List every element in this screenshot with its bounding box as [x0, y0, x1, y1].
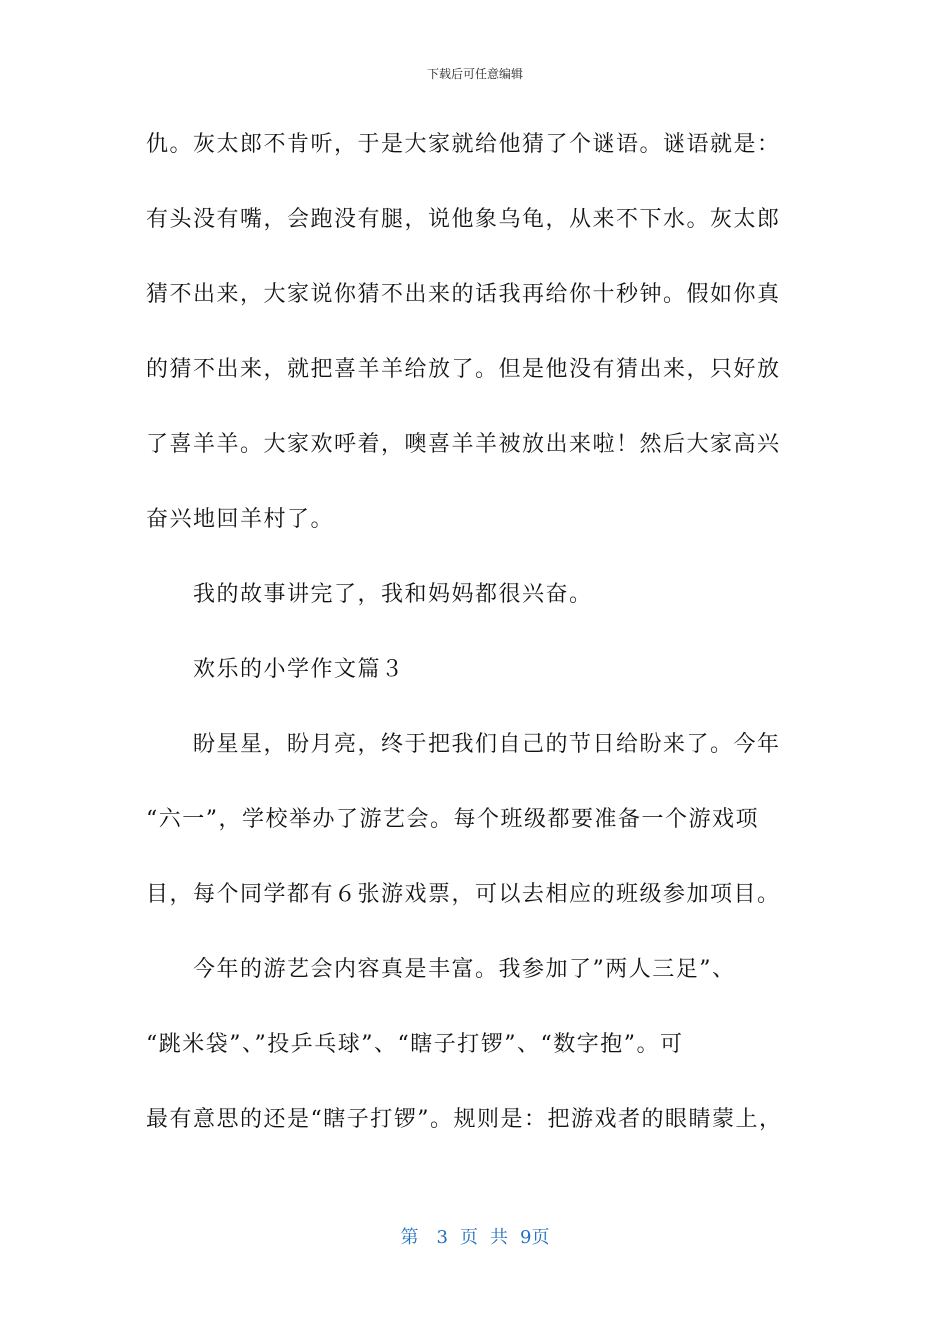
paragraph-line: 今年的游艺会内容真是丰富。我参加了”两人三足”、	[193, 957, 736, 982]
page-footer	[0, 1224, 950, 1252]
paragraph-line: 奋兴地回羊村了。	[146, 507, 335, 532]
paragraph-line: “六一”，学校举办了游艺会。每个班级都要准备一个游戏项	[146, 807, 759, 832]
paragraph-line: 盼星星，盼月亮，终于把我们自己的节日给盼来了。今年	[193, 732, 781, 757]
page-header: 下载后可任意编辑	[426, 67, 523, 81]
footer-label-total: 共	[490, 1227, 508, 1248]
paragraph-line: 有头没有嘴，会跑没有腿，说他象乌龟，从来不下水。灰太郎	[146, 207, 781, 232]
paragraph-line: 猜不出来，大家说你猜不出来的话我再给你十秒钟。假如你真	[146, 282, 781, 307]
paragraph-line: 仇。灰太郎不肯听，于是大家就给他猜了个谜语。谜语就是：	[146, 132, 781, 157]
paragraph-line: “跳米袋”、”投乒乓球”、“瞎子打锣”、“数字抱”。可	[146, 1032, 684, 1057]
footer-label-of: 页	[460, 1227, 478, 1248]
paragraph-line: 我的故事讲完了，我和妈妈都很兴奋。	[193, 582, 593, 607]
footer-total-pages: 9页	[520, 1227, 550, 1248]
footer-label-page: 第	[400, 1227, 419, 1248]
section-title: 欢乐的小学作文篇３	[193, 657, 405, 682]
paragraph-line: 了喜羊羊。大家欢呼着，噢喜羊羊被放出来啦！然后大家高兴	[146, 432, 781, 457]
footer-current-page: 3	[436, 1227, 448, 1248]
paragraph-line: 最有意思的还是“瞎子打锣”。规则是：把游戏者的眼睛蒙上，	[146, 1107, 783, 1132]
paragraph-line: 目，每个同学都有６张游戏票，可以去相应的班级参加项目。	[146, 882, 781, 907]
paragraph-line: 的猜不出来，就把喜羊羊给放了。但是他没有猜出来，只好放	[146, 357, 781, 382]
